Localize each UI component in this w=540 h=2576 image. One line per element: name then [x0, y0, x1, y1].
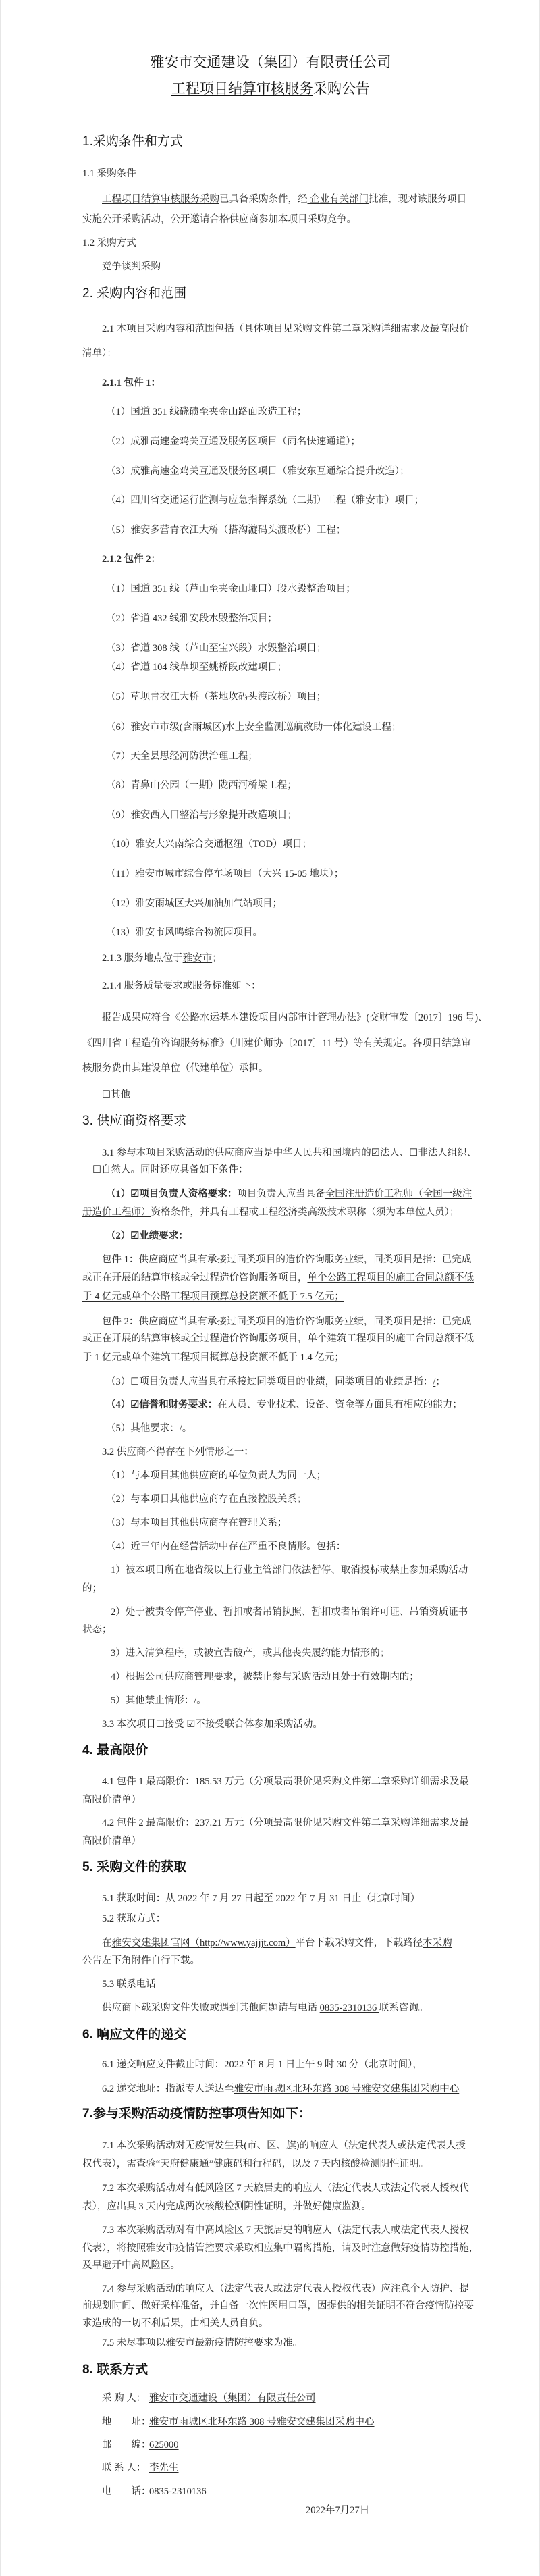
paragraph-2-1: 2.1 本项目采购内容和范围包括（具体项目见采购文件第二章采购详细需求及最高限价: [102, 324, 469, 334]
requirement-3: [106, 1376, 446, 1388]
text: 5）其他禁止情形：: [111, 1695, 194, 1706]
text: 或正在开展的结算审核或全过程造价咨询服务项目，: [82, 1333, 308, 1344]
text: 已具备采购条件，经: [219, 194, 308, 205]
text: 在人员、专业技术、设备、资金等方面具有相应的能力；: [217, 1399, 462, 1410]
announcement-date: [306, 2504, 369, 2517]
package-1-performance-cont: [82, 1272, 474, 1284]
list-item: （4）近三年内在经营活动中存在严重不良情形。包括：: [106, 1541, 346, 1552]
value: /: [433, 1376, 436, 1387]
announcement-title-underlined: 工程项目结算审核服务: [171, 81, 313, 97]
text: 平台下载采购文件，下载路径: [295, 1938, 423, 1949]
contact-row: [102, 2462, 179, 2474]
paragraph-3-2: 3.2 供应商不得存在下列情形之一：: [102, 1447, 254, 1458]
paragraph-7-5: 7.5 未尽事项以雅安市最新疫情防控要求为准。: [102, 2338, 303, 2348]
label: 采 购 人：: [102, 2393, 146, 2404]
requirement-2: （2）☑业绩要求：: [106, 1231, 188, 1241]
package-2-performance: 包件 2：供应商应当具有承接过同类项目的造价咨询服务业绩，同类项目是指：已完成: [102, 1316, 472, 1327]
package-1-max-price: 4.1 包件 1 最高限价：185.53 万元（分项最高限价见采购文件第二章采购详细需求及最: [102, 1776, 469, 1787]
list-item: （4）省道 104 线草坝至姚桥段改建项目；: [106, 662, 288, 673]
paragraph-3-1-cont: ☐自然人。同时还应具备如下条件：: [92, 1164, 248, 1175]
text: 联系咨询。: [379, 2003, 429, 2013]
list-item: （1）与本项目其他供应商的单位负责人为同一人；: [106, 1470, 327, 1481]
list-item: （2）与本项目其他供应商存在直接控股关系；: [106, 1494, 307, 1505]
text: 日: [359, 2505, 370, 2516]
phone-row: [102, 2485, 207, 2498]
list-item: （10）雅安大兴南综合交通枢纽（TOD）项目；: [106, 839, 313, 850]
list-item: （4）四川省交通运行监测与应急指挥系统（二期）工程（雅安市）项目；: [106, 495, 425, 506]
text: 6.1 递交响应文件截止时间：: [102, 2059, 225, 2070]
package-2-max-price: 4.2 包件 2 最高限价：237.21 万元（分项最高限价见采购文件第二章采购详细需求及最: [102, 1818, 469, 1828]
other-checkbox: ☐其他: [102, 1089, 130, 1100]
list-item: （1）国道 351 线（芦山至夹金山垭口）段水毁整治项目；: [106, 584, 356, 594]
address: 雅安市雨城区北环东路 308 号雅安交建集团采购中心: [149, 2417, 375, 2427]
requirement-5: [106, 1422, 192, 1435]
sub-item: 4）根据公司供应商管理要求，被禁止参与采购活动且处于有效期内的；: [111, 1672, 419, 1682]
date-range: 2022 年 7 月 27 日起至 2022 年 7 月 31 日: [178, 1893, 352, 1904]
paragraph-7-3: 7.3 本次采购活动对有中高风险区 7 天旅居史的响应人（法定代表人或法定代表人授权: [102, 2225, 469, 2236]
download-instructions-cont: 公告左下角附件自行下载。: [82, 1955, 200, 1966]
label: 邮 编：: [102, 2440, 151, 2450]
sub-item: 1）被本项目所在地省级以上行业主管部门依法暂停、取消投标或禁止参加采购活动: [111, 1565, 468, 1576]
text: 资格条件，并具有工程或工程经济类高级技术职称（须为本单位人员）；: [151, 1207, 460, 1218]
label: 联 系 人：: [102, 2463, 146, 2473]
acquisition-time: [102, 1892, 420, 1905]
text: 或正在开展的结算审核或全过程造价咨询服务项目，: [82, 1272, 308, 1283]
list-item: （5）草坝青衣江大桥（茶地坎码头渡改桥）项目；: [106, 692, 327, 702]
section-5-heading: 5. 采购文件的获取: [82, 1860, 187, 1874]
list-item: （3）与本项目其他供应商存在管理关系；: [106, 1518, 288, 1528]
text: 6.2 递交地址：指派专人送达至: [102, 2084, 234, 2094]
paragraph-7-4: 7.4 参与采购活动的响应人（法定代表人或法定代表人授权代表）应注意个人防护、提: [102, 2284, 469, 2294]
standard-paragraph-cont: 《四川省工程造价咨询服务标准》（川建价师协〔2017〕11 号）等有关规定。各项目结算审: [82, 1038, 471, 1049]
package-2-title: 2.1.2 包件 2：: [102, 554, 161, 565]
package-2-max-price-cont: 高限价清单）: [82, 1836, 141, 1847]
consortium-policy: 3.3 本次项目☐接受 ☑不接受联合体参加采购活动。: [102, 1719, 323, 1730]
qualification: 全国注册造价工程师（全国一级注: [325, 1189, 473, 1200]
list-item: （2）省道 432 线雅安段水毁整治项目；: [106, 613, 277, 624]
section-7-heading: 7.参与采购活动疫情防控事项告知如下：: [82, 2107, 311, 2121]
requirement-1-cont: [82, 1206, 459, 1218]
text: 。: [459, 2084, 469, 2094]
paragraph-7-1-cont: 权代表），需查验“天府健康通”健康码和行程码，以及 7 天内核酸检测阴性证明。: [82, 2159, 429, 2169]
requirement-1: [106, 1188, 472, 1200]
company-title: 雅安市交通建设（集团）有限责任公司: [150, 55, 392, 70]
website-link[interactable]: 雅安交建集团官网（http://www.yajjjt.com）: [111, 1938, 296, 1949]
phone-number: 0835-2310136: [149, 2486, 207, 2497]
label: （1）☑项目负责人资格要求：: [106, 1189, 238, 1200]
text: 供应商下载采购文件失败或遇到其他问题请与电话: [102, 2003, 320, 2013]
subsection-1-2: 1.2 采购方式: [82, 238, 136, 249]
text: （北京时间），: [358, 2059, 423, 2070]
sub-item-cont: 的；: [82, 1583, 102, 1594]
text: ；: [212, 953, 222, 964]
section-8-heading: 8. 联系方式: [82, 2363, 148, 2377]
label: 电 话：: [102, 2486, 151, 2497]
paragraph-7-1: 7.1 本次采购活动对无疫情发生县(市、区、旗)的响应人（法定代表人或法定代表人授: [102, 2140, 466, 2151]
address-row: [102, 2416, 375, 2428]
section-6-heading: 6. 响应文件的递交: [82, 2028, 187, 2042]
package-1-performance: 包件 1：供应商应当具有承接过同类项目的造价咨询服务业绩，同类项目是指：已完成: [102, 1254, 472, 1265]
requirement-4: [106, 1399, 462, 1411]
text: 本采购: [423, 1938, 452, 1949]
text: （5）其他要求：: [106, 1423, 180, 1434]
download-instructions: [102, 1937, 452, 1949]
procurement-method: 竞争谈判采购: [102, 261, 161, 272]
value: /: [194, 1695, 197, 1706]
text: 2.1.3 服务地点位于: [102, 953, 183, 964]
list-item: （8）青鼻山公园（一期）陇西河桥梁工程；: [106, 780, 297, 791]
paragraph-3-1: 3.1 参与本项目采购活动的供应商应当是中华人民共和国境内的☑法人、☐非法人组织、: [102, 1148, 477, 1158]
list-item: （1）国道 351 线硗碛至夹金山路面改造工程；: [106, 407, 307, 417]
text: 。: [182, 1423, 192, 1434]
list-item: （11）雅安市城市综合停车场项目（大兴 15-05 地块）；: [106, 869, 344, 879]
day: 27: [350, 2505, 360, 2516]
threshold: 单个建筑工程项目的施工合同总额不低: [307, 1333, 474, 1344]
sub-item: 3）进入清算程序，或被宣告破产，或其他丧失履约能力情形的；: [111, 1648, 390, 1659]
label: （4）☑信誉和财务要求：: [106, 1399, 218, 1410]
paragraph-7-4-cont: 前规划时间、做好采样准备，并自备一次性医用口罩，因提供的相关证明不符合疫情防控要: [82, 2300, 474, 2311]
deadline: 2022 年 8 月 1 日上午 9 时 30 分: [224, 2059, 359, 2070]
contact-phone-title: 5.3 联系电话: [102, 1979, 156, 1990]
package-1-max-price-cont: 高限价清单）: [82, 1795, 141, 1805]
section-1-heading: 1.采购条件和方式: [82, 134, 183, 149]
announcement-title: [1, 80, 540, 98]
list-item: （5）雅安多营青衣江大桥（搭沟漩码头渡改桥）工程；: [106, 525, 346, 536]
value: /: [179, 1423, 182, 1434]
label: 地 址：: [102, 2417, 151, 2427]
sub-item: 2）处于被责令停产停业、暂扣或者吊销执照、暂扣或者吊销许可证、吊销资质证书: [111, 1607, 468, 1618]
paragraph-7-4-cont: 求造成的一切不利后果，由相关人员自负。: [82, 2318, 269, 2329]
text: ；: [435, 1376, 446, 1387]
package-1-threshold: 于 4 亿元或单个公路工程项目预算总投资额不低于 7.5 亿元；: [82, 1291, 344, 1302]
list-item: （13）雅安市风鸣综合物流园项目。: [106, 927, 263, 938]
buyer-row: [102, 2392, 316, 2404]
phone-number: 0835-2310136: [319, 2003, 379, 2013]
list-item: （7）天全县思经河防洪治理工程；: [106, 751, 258, 762]
text: 。: [196, 1695, 207, 1706]
package-2-performance-cont: [82, 1333, 474, 1345]
service-standard-title: 2.1.4 服务质量要求或服务标准如下：: [102, 981, 261, 991]
list-item: （2）成雅高速金鸡关互通及服务区项目（雨名快速通道）；: [106, 436, 360, 447]
text: 年: [325, 2505, 335, 2516]
zip-code: 625000: [149, 2440, 179, 2450]
paragraph-7-2: 7.2 本次采购活动对有低风险区 7 天旅居史的响应人（法定代表人或法定代表人授权代: [102, 2183, 469, 2194]
list-item: （12）雅安雨城区大兴加油加气站项目；: [106, 898, 282, 909]
contact-person: 李先生: [149, 2463, 179, 2473]
standard-paragraph: 报告成果应符合《公路水运基本建设项目内部审计管理办法》(交财审发〔2017〕196 号)、: [102, 1012, 488, 1023]
submission-address: [102, 2083, 469, 2095]
text: 批准，现对该服务项目: [369, 194, 467, 205]
paragraph-2-1-cont: 清单）：: [82, 348, 117, 359]
approver: 企业有关部门: [307, 194, 369, 205]
project-name: 工程项目结算审核服务采购: [102, 194, 219, 205]
month: 7: [335, 2505, 340, 2516]
paragraph-1-1-cont: 实施公开采购活动，公开邀请合格供应商参加本项目采购竞争。: [82, 214, 356, 225]
standard-paragraph-cont: 核服务费由其建设单位（代建单位）承担。: [82, 1063, 269, 1074]
text: 5.1 获取时间：从: [102, 1893, 178, 1904]
announcement-title-rest: 采购公告: [313, 81, 370, 97]
acquisition-method-title: 5.2 获取方式：: [102, 1913, 166, 1924]
paragraph-7-2-cont: 表），应出具 3 天内完成两次核酸检测阴性证明，并做好健康监测。: [82, 2201, 371, 2212]
section-2-heading: 2. 采购内容和范围: [82, 286, 187, 301]
subsection-1-1: 1.1 采购条件: [82, 168, 136, 179]
text: 在: [102, 1938, 112, 1949]
sub-item: [111, 1695, 207, 1707]
threshold: 单个公路工程项目的施工合同总额不低: [307, 1272, 474, 1283]
submission-deadline: [102, 2059, 423, 2071]
address: 雅安市雨城区北环东路 308 号雅安交建集团采购中心: [234, 2084, 460, 2094]
sub-item-cont: 状态；: [82, 1624, 112, 1635]
service-location: [102, 952, 222, 964]
package-2-threshold: 于 1 亿元或单个建筑工程项目概算总投资额不低于 1.4 亿元；: [82, 1352, 344, 1363]
list-item: （6）雅安市市级(含雨城区)水上安全监测巡航救助一体化建设工程；: [106, 722, 402, 733]
list-item: （3）成雅高速金鸡关互通及服务区项目（雅安东互通综合提升改造）；: [106, 466, 410, 477]
paragraph-7-3-cont: 代表），将按照雅安市疫情管控要求采取相应集中隔离措施，请及时注意做好疫情防控措施，: [82, 2243, 479, 2254]
package-1-title: 2.1.1 包件 1：: [102, 378, 161, 388]
location: 雅安市: [182, 953, 213, 964]
paragraph-7-3-cont: 及早避开中高风险区。: [82, 2260, 180, 2271]
list-item: （9）雅安西入口整治与形象提升改造项目；: [106, 810, 297, 821]
section-4-heading: 4. 最高限价: [82, 1743, 148, 1757]
text: （3）☐项目负责人应当具有承接过同类项目的业绩，同类项目的业绩是指：: [106, 1376, 433, 1387]
paragraph-1-1: [102, 193, 466, 205]
list-item: （3）省道 308 线（芦山至宝兴段）水毁整治项目；: [106, 643, 327, 654]
section-3-heading: 3. 供应商资格要求: [82, 1114, 187, 1128]
zip-row: [102, 2439, 179, 2451]
buyer-name: 雅安市交通建设（集团）有限责任公司: [149, 2393, 316, 2404]
text: 项目负责人应当具备: [237, 1189, 325, 1200]
contact-phone-text: [102, 2002, 428, 2014]
text: 月: [340, 2505, 350, 2516]
qualification: 册造价工程师）: [82, 1207, 151, 1218]
text: 止（北京时间）: [351, 1893, 421, 1904]
year: 2022: [306, 2505, 325, 2516]
